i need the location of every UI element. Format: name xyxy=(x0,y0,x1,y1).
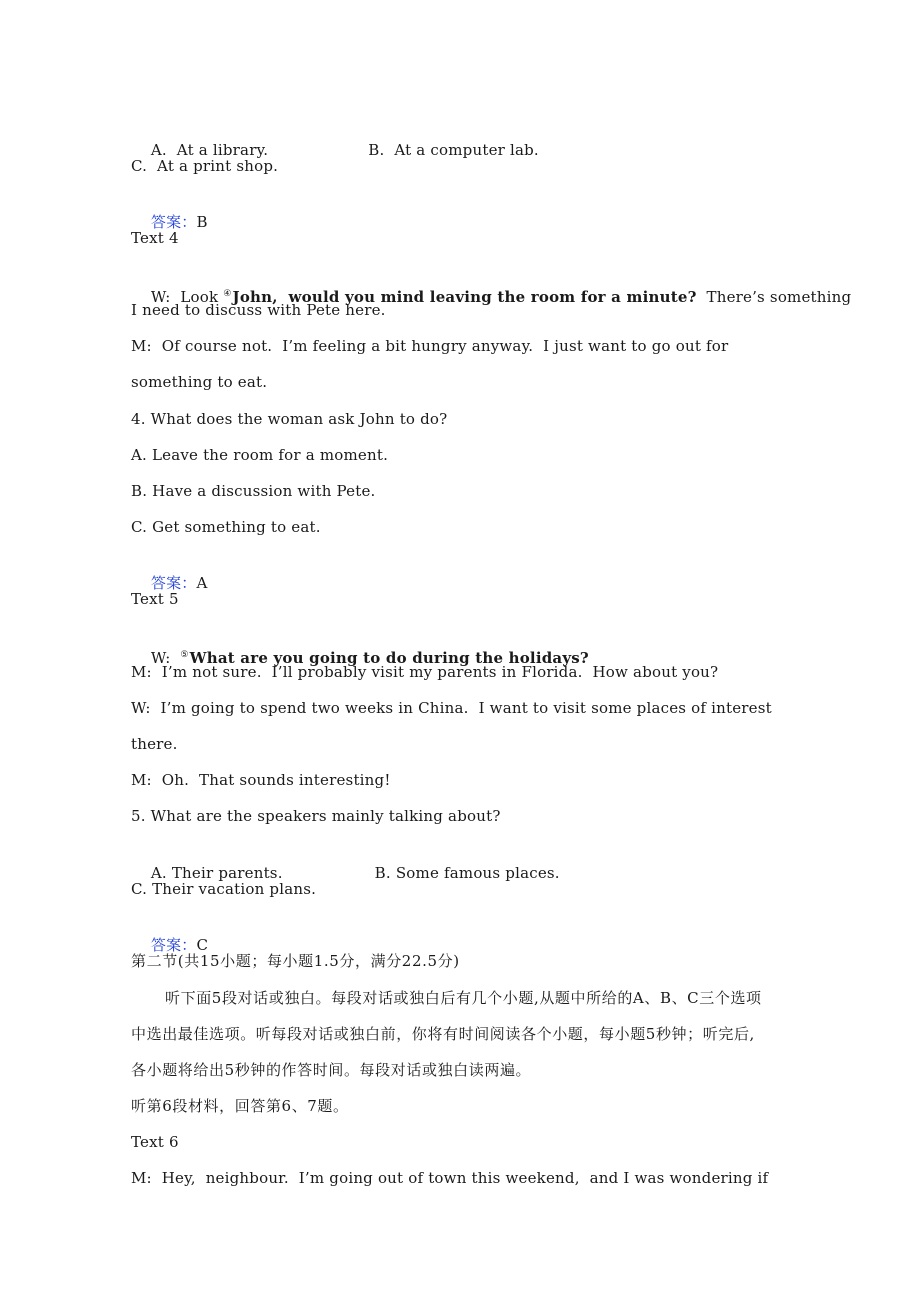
q3-answer: B xyxy=(196,213,208,231)
text5-w1-bold: What are you going to do during the holidays? xyxy=(189,649,589,667)
section2-title: 第二节(共15小题；每小题1.5分，满分22.5分) xyxy=(131,952,460,970)
annotation-marker-5: ⑤ xyxy=(180,650,189,660)
text5-m1-line: M: I’m not sure. I’ll probably visit my parents in Florida. How about you? xyxy=(131,663,719,681)
q3-option-b: B. At a computer lab. xyxy=(368,141,539,159)
text4-heading: Text 4 xyxy=(131,229,179,247)
answer-label: 答案： xyxy=(150,936,197,954)
material-6-prompt: 听第6段材料，回答第6、7题。 xyxy=(131,1097,349,1115)
q3-option-c: C. At a print shop. xyxy=(131,157,279,175)
text4-m-line: M: Of course not. I’m feeling a bit hungry anyway. I just want to go out for xyxy=(131,337,729,355)
answer-label: 答案： xyxy=(150,213,197,231)
text4-w-speaker: W: Look xyxy=(150,288,219,306)
q4-option-a: A. Leave the room for a moment. xyxy=(131,446,389,464)
q5-option-a: A. Their parents. xyxy=(150,864,283,882)
text4-w-rest: There’s something xyxy=(696,288,852,306)
text6-m1-line: M: Hey, neighbour. I’m going out of town this weekend, and I was wondering if xyxy=(131,1169,769,1187)
q3-option-a: A. At a library. xyxy=(150,141,269,159)
text4-w-bold: John, would you mind leaving the room for a minute? xyxy=(232,288,697,306)
text5-heading: Text 5 xyxy=(131,590,179,608)
text5-w2-cont: there. xyxy=(131,735,178,753)
q5-option-b: B. Some famous places. xyxy=(374,864,560,882)
q5-option-c: C. Their vacation plans. xyxy=(131,880,317,898)
q5-answer: C xyxy=(196,936,209,954)
q4-option-b: B. Have a discussion with Pete. xyxy=(131,482,376,500)
section2-instruction-2: 中选出最佳选项。听每段对话或独白前，你将有时间阅读各个小题，每小题5秒钟；听完后, xyxy=(131,1025,755,1043)
annotation-marker-4: ④ xyxy=(223,289,232,299)
q5-question: 5. What are the speakers mainly talking about? xyxy=(131,807,501,825)
text5-w1-speaker: W: xyxy=(150,649,181,667)
text5-m2-line: M: Oh. That sounds interesting! xyxy=(131,771,391,789)
text6-heading: Text 6 xyxy=(131,1133,179,1151)
answer-label: 答案： xyxy=(150,574,197,592)
text5-w2-line: W: I’m going to spend two weeks in China. I want to visit some places of interest xyxy=(131,699,772,717)
q4-answer: A xyxy=(196,574,208,592)
q4-option-c: C. Get something to eat. xyxy=(131,518,321,536)
text4-m-cont: something to eat. xyxy=(131,373,268,391)
section2-instruction-1: 听下面5段对话或独白。每段对话或独白后有几个小题,从题中所给的A、B、C三个选项 xyxy=(165,989,762,1007)
section2-instruction-3: 各小题将给出5秒钟的作答时间。每段对话或独白读两遍。 xyxy=(131,1061,532,1079)
q4-question: 4. What does the woman ask John to do? xyxy=(131,410,448,428)
text4-w-cont: I need to discuss with Pete here. xyxy=(131,301,386,319)
